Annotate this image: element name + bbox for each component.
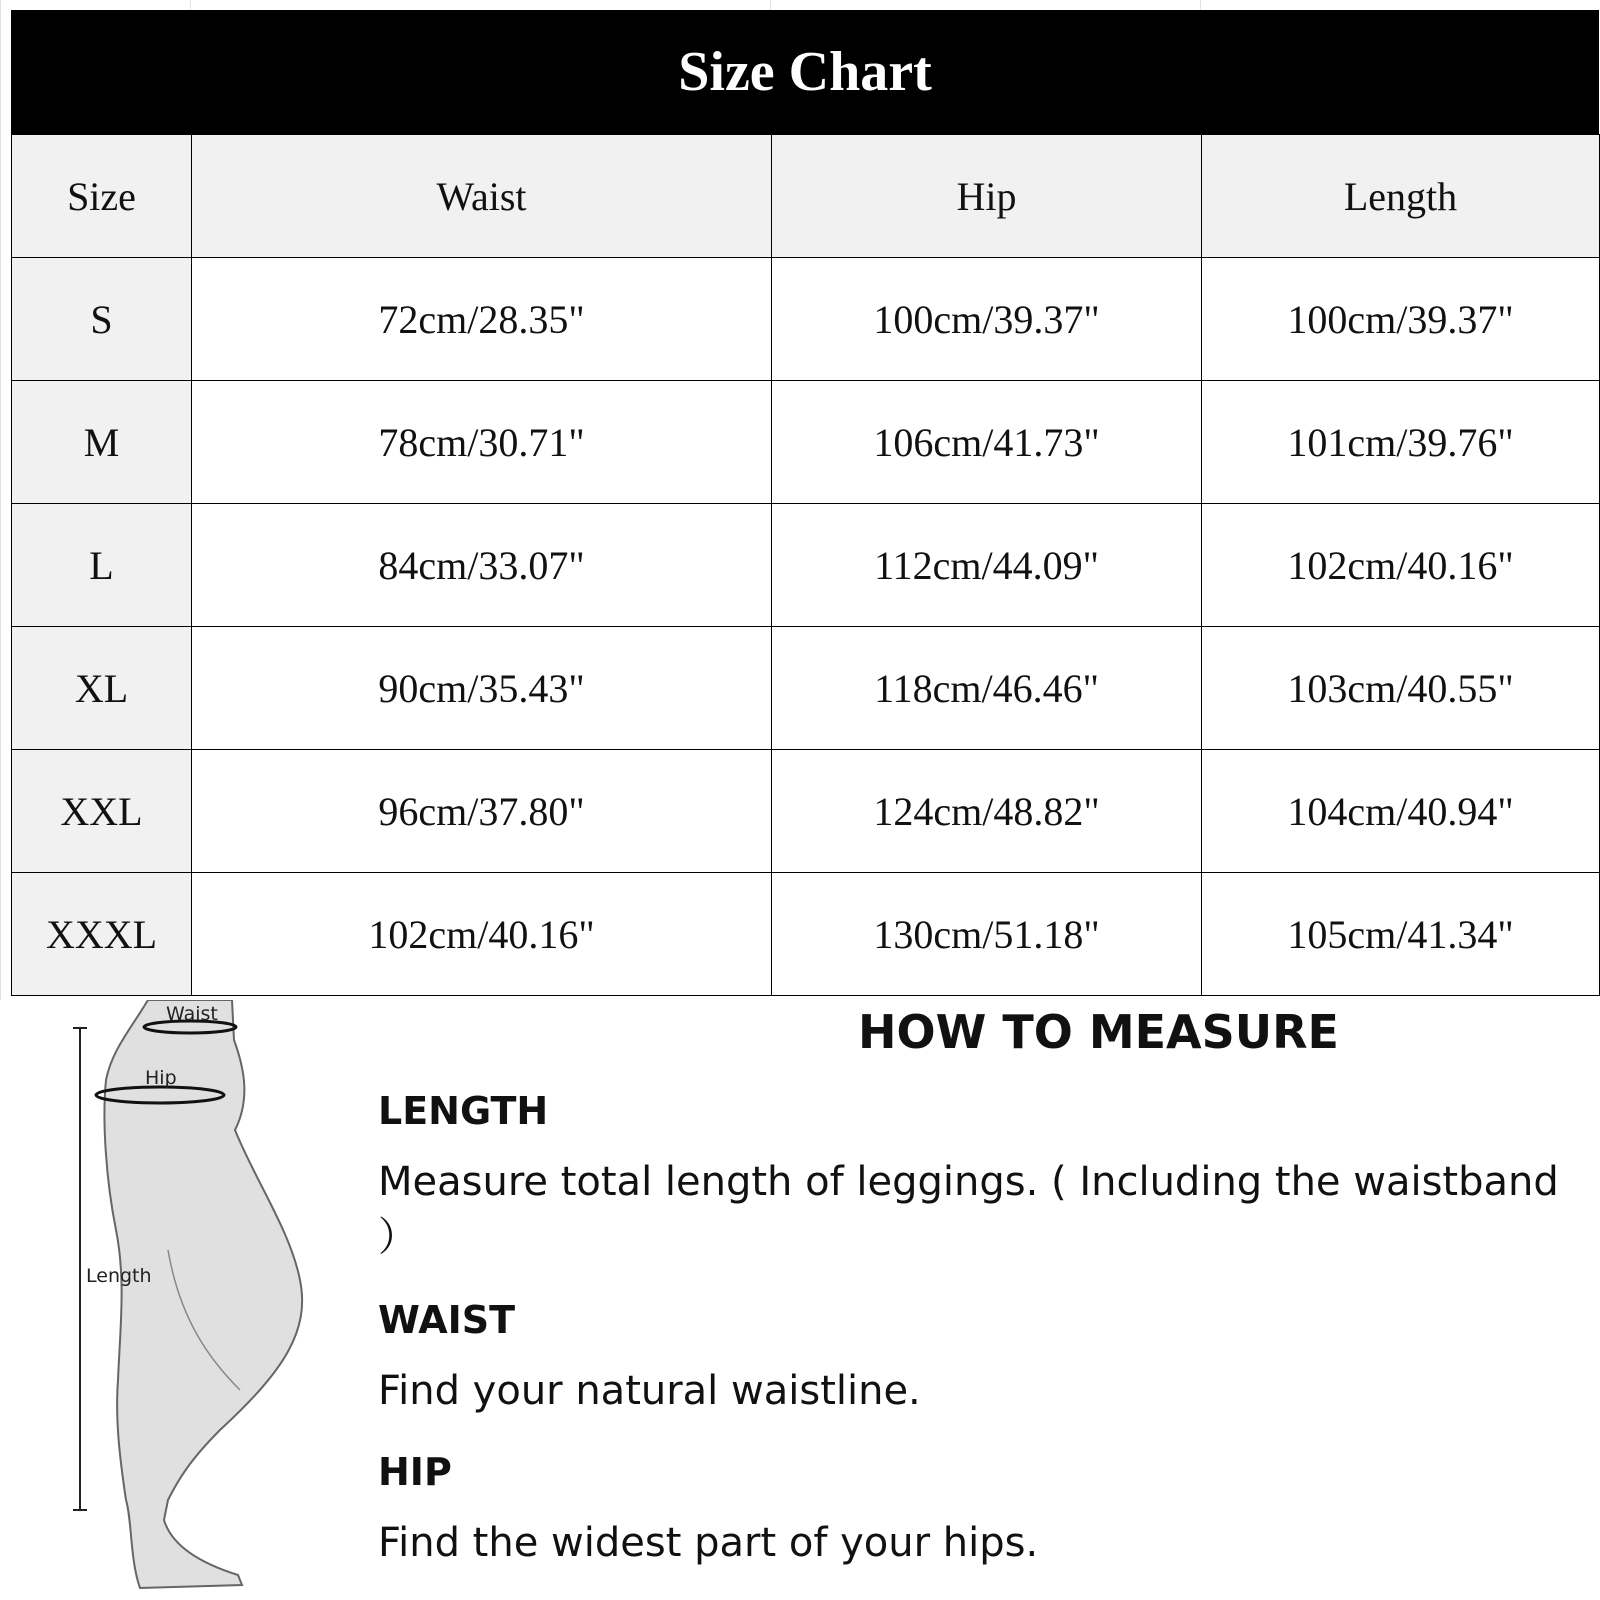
header-hip: Hip [772, 135, 1202, 258]
section-heading: WAIST [378, 1298, 516, 1342]
size-cell: XXXL [12, 873, 192, 996]
measure-hip-section [378, 1450, 1578, 1566]
how-to-measure-title: HOW TO MEASURE [858, 1005, 1339, 1059]
leggings-figure [60, 1000, 320, 1600]
gridline [1200, 0, 1201, 10]
length-cell: 101cm/39.76" [1202, 381, 1600, 504]
hip-cell: 100cm/39.37" [772, 258, 1202, 381]
header-length: Length [1202, 135, 1600, 258]
table-header-row [12, 135, 1600, 258]
length-cell: 103cm/40.55" [1202, 627, 1600, 750]
length-cell: 100cm/39.37" [1202, 258, 1600, 381]
hip-cell: 124cm/48.82" [772, 750, 1202, 873]
waist-cell: 102cm/40.16" [192, 873, 772, 996]
section-text: Find your natural waistline. [378, 1368, 921, 1414]
length-cell: 104cm/40.94" [1202, 750, 1600, 873]
waist-cell: 84cm/33.07" [192, 504, 772, 627]
size-cell: XXL [12, 750, 192, 873]
size-chart-title: Size Chart [11, 10, 1599, 134]
gridline [0, 0, 1, 1000]
waist-cell: 72cm/28.35" [192, 258, 772, 381]
table-row [12, 504, 1600, 627]
section-heading: HIP [378, 1450, 452, 1494]
section-text: Measure total length of leggings. ( Including the waistband ） [378, 1159, 1559, 1260]
how-to-measure [378, 1005, 1578, 1600]
hip-label: Hip [145, 1067, 177, 1089]
hip-cell: 106cm/41.73" [772, 381, 1202, 504]
gridline [190, 0, 191, 10]
hip-cell: 112cm/44.09" [772, 504, 1202, 627]
size-chart [11, 10, 1599, 996]
measure-length-section [378, 1089, 1578, 1262]
size-cell: XL [12, 627, 192, 750]
waist-cell: 90cm/35.43" [192, 627, 772, 750]
size-cell: S [12, 258, 192, 381]
gridline [770, 0, 771, 10]
section-heading: LENGTH [378, 1089, 549, 1133]
header-size: Size [12, 135, 192, 258]
waist-cell: 78cm/30.71" [192, 381, 772, 504]
size-table [11, 134, 1600, 996]
table-row [12, 627, 1600, 750]
size-cell: M [12, 381, 192, 504]
size-cell: L [12, 504, 192, 627]
measure-waist-section [378, 1298, 1578, 1414]
length-cell: 102cm/40.16" [1202, 504, 1600, 627]
table-row [12, 381, 1600, 504]
hip-cell: 130cm/51.18" [772, 873, 1202, 996]
length-label: Length [86, 1265, 152, 1287]
waist-label: Waist [166, 1003, 218, 1025]
leggings-illustration [60, 1000, 320, 1600]
section-text: Find the widest part of your hips. [378, 1520, 1039, 1566]
header-waist: Waist [192, 135, 772, 258]
table-row [12, 873, 1600, 996]
waist-cell: 96cm/37.80" [192, 750, 772, 873]
table-row [12, 750, 1600, 873]
hip-cell: 118cm/46.46" [772, 627, 1202, 750]
table-row [12, 258, 1600, 381]
length-cell: 105cm/41.34" [1202, 873, 1600, 996]
